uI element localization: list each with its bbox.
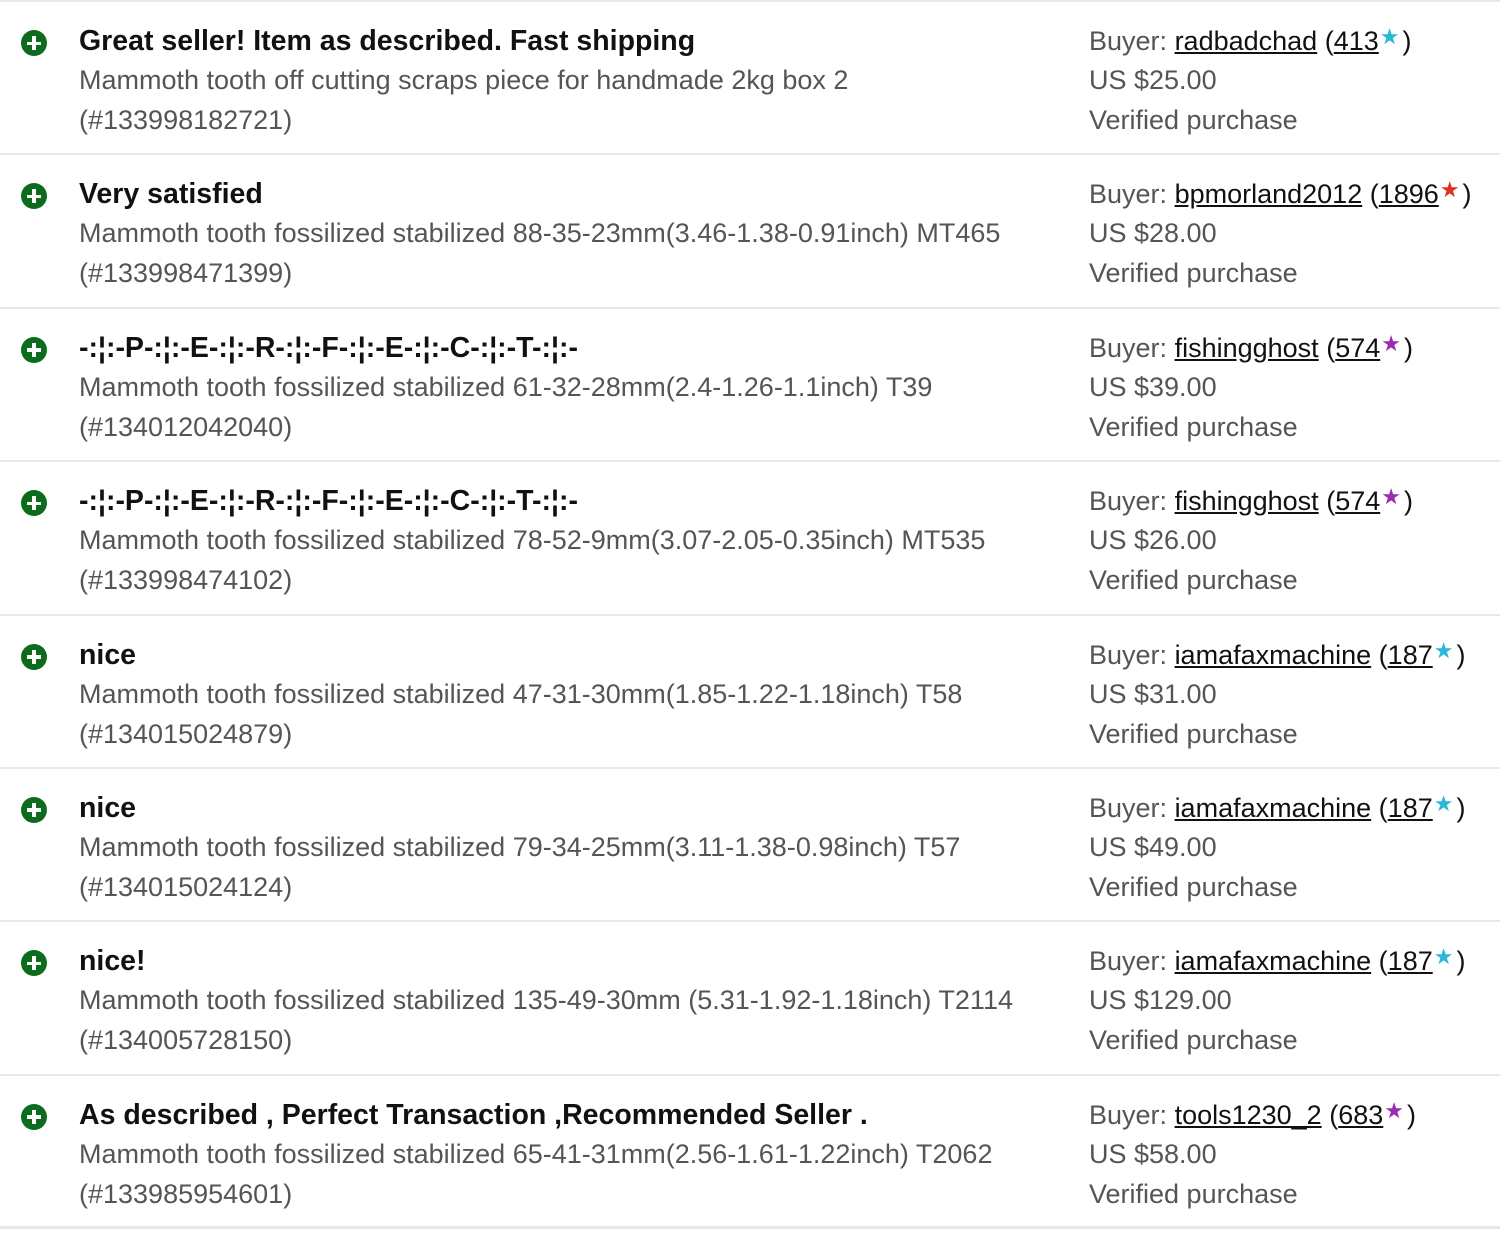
plus-circle-icon: [21, 183, 47, 209]
feedback-comment: Great seller! Item as described. Fast shipping: [79, 25, 696, 57]
buyer-name-link[interactable]: fishingghost: [1174, 332, 1319, 363]
verified-purchase-label: Verified purchase: [1089, 871, 1298, 902]
price: US $26.00: [1089, 525, 1217, 556]
buyer-score-link[interactable]: 683: [1338, 1099, 1384, 1130]
verified-purchase-label: Verified purchase: [1089, 565, 1298, 596]
buyer-score-link[interactable]: 413: [1333, 26, 1379, 56]
item-title: Mammoth tooth off cutting scraps piece for handmade 2kg box 2: [79, 65, 849, 95]
price: US $49.00: [1089, 831, 1217, 862]
item-number: (#134012042040): [79, 411, 293, 442]
buyer-score-link[interactable]: 1896: [1378, 179, 1439, 210]
buyer-info: Buyer: radbadchad (413★ ): [1089, 24, 1412, 56]
buyer-name-link[interactable]: bpmorland2012: [1174, 179, 1363, 210]
buyer-label: Buyer:: [1089, 946, 1168, 977]
item-title: Mammoth tooth fossilized stabilized 79-34-25mm(3.11-1.38-0.98inch) T57: [79, 831, 961, 862]
buyer-name-link[interactable]: iamafaxmachine: [1174, 639, 1372, 670]
feedback-comment: -:¦:-P-:¦:-E-:¦:-R-:¦:-F-:¦:-E-:¦:-C-:¦:-T-:¦:-: [79, 485, 578, 518]
feedback-row: [0, 155, 1500, 308]
verified-purchase-label: Verified purchase: [1089, 105, 1298, 135]
buyer-info: Buyer: tools1230_2 (683★ ): [1089, 1097, 1417, 1130]
buyer-label: Buyer:: [1089, 332, 1168, 363]
plus-circle-icon: [21, 1104, 47, 1130]
feedback-comment: Very satisfied: [79, 178, 263, 211]
buyer-name-link[interactable]: radbadchad: [1174, 26, 1318, 56]
verified-purchase-label: Verified purchase: [1089, 1025, 1298, 1056]
buyer-info: Buyer: fishingghost (574★ ): [1089, 330, 1413, 363]
price: US $28.00: [1089, 218, 1217, 249]
feedback-row: [0, 616, 1500, 769]
price: US $129.00: [1089, 985, 1232, 1016]
buyer-info: Buyer: iamafaxmachine (187★ ): [1089, 637, 1466, 670]
buyer-score-link[interactable]: 187: [1387, 946, 1433, 977]
buyer-score-link[interactable]: 574: [1335, 332, 1381, 363]
star-icon: ★: [1433, 790, 1454, 816]
star-icon: ★: [1439, 177, 1460, 203]
buyer-score-link[interactable]: 574: [1335, 486, 1381, 517]
star-icon: ★: [1381, 330, 1401, 356]
item-number: (#133998474102): [79, 565, 293, 596]
verified-purchase-label: Verified purchase: [1089, 1178, 1298, 1209]
buyer-name-link[interactable]: iamafaxmachine: [1174, 792, 1372, 823]
verified-purchase-label: Verified purchase: [1089, 718, 1298, 749]
buyer-label: Buyer:: [1089, 26, 1168, 56]
item-title: Mammoth tooth fossilized stabilized 65-41-31mm(2.56-1.61-1.22inch) T2062: [79, 1138, 993, 1169]
feedback-comment: -:¦:-P-:¦:-E-:¦:-R-:¦:-F-:¦:-E-:¦:-C-:¦:-T-:¦:-: [79, 331, 578, 364]
buyer-label: Buyer:: [1089, 792, 1168, 823]
item-title: Mammoth tooth fossilized stabilized 88-35-23mm(3.46-1.38-0.91inch) MT465: [79, 218, 1001, 249]
buyer-info: Buyer: iamafaxmachine (187★ ): [1089, 790, 1466, 823]
feedback-row: [0, 462, 1500, 615]
price: US $39.00: [1089, 371, 1217, 402]
feedback-row: [0, 922, 1500, 1075]
plus-circle-icon: [21, 644, 47, 670]
feedback-comment: As described , Perfect Transaction ,Recommended Seller .: [79, 1098, 868, 1131]
feedback-row: [0, 309, 1500, 462]
buyer-label: Buyer:: [1089, 486, 1168, 517]
plus-circle-icon: [21, 490, 47, 516]
item-number: (#133998182721): [79, 105, 293, 135]
feedback-row: [0, 769, 1500, 922]
feedback-comment: nice!: [79, 945, 146, 978]
item-title: Mammoth tooth fossilized stabilized 61-32-28mm(2.4-1.26-1.1inch) T39: [79, 371, 933, 402]
item-number: (#134015024879): [79, 718, 293, 749]
star-icon: ★: [1381, 484, 1401, 510]
item-number: (#133985954601): [79, 1178, 293, 1209]
buyer-label: Buyer:: [1089, 639, 1168, 670]
buyer-info: Buyer: bpmorland2012 (1896★ ): [1089, 177, 1472, 210]
buyer-label: Buyer:: [1089, 179, 1168, 210]
star-icon: ★: [1433, 944, 1454, 970]
buyer-score-link[interactable]: 187: [1387, 639, 1433, 670]
verified-purchase-label: Verified purchase: [1089, 258, 1298, 289]
feedback-row: [0, 2, 1500, 155]
buyer-name-link[interactable]: iamafaxmachine: [1174, 946, 1372, 977]
buyer-name-link[interactable]: fishingghost: [1174, 486, 1319, 517]
item-title: Mammoth tooth fossilized stabilized 135-49-30mm (5.31-1.92-1.18inch) T2114: [79, 985, 1013, 1016]
verified-purchase-label: Verified purchase: [1089, 411, 1298, 442]
buyer-score-link[interactable]: 187: [1387, 792, 1433, 823]
item-title: Mammoth tooth fossilized stabilized 78-52-9mm(3.07-2.05-0.35inch) MT535: [79, 525, 986, 556]
plus-circle-icon: [21, 797, 47, 823]
item-title: Mammoth tooth fossilized stabilized 47-31-30mm(1.85-1.22-1.18inch) T58: [79, 678, 963, 709]
buyer-info: Buyer: fishingghost (574★ ): [1089, 484, 1413, 517]
buyer-label: Buyer:: [1089, 1099, 1168, 1130]
star-icon: ★: [1433, 637, 1454, 663]
plus-circle-icon: [21, 337, 47, 363]
feedback-row: [0, 1076, 1500, 1229]
feedback-comment: nice: [79, 638, 137, 671]
item-number: (#133998471399): [79, 258, 293, 289]
feedback-comment: nice: [79, 791, 137, 824]
item-number: (#134015024124): [79, 871, 293, 902]
star-icon: ★: [1379, 24, 1400, 49]
buyer-name-link[interactable]: tools1230_2: [1174, 1099, 1322, 1130]
price: US $31.00: [1089, 678, 1217, 709]
plus-circle-icon: [21, 30, 47, 56]
item-number: (#134005728150): [79, 1025, 293, 1056]
star-icon: ★: [1384, 1097, 1405, 1123]
price: US $58.00: [1089, 1138, 1217, 1169]
price: US $25.00: [1089, 65, 1217, 95]
plus-circle-icon: [21, 950, 47, 976]
buyer-info: Buyer: iamafaxmachine (187★ ): [1089, 944, 1466, 977]
